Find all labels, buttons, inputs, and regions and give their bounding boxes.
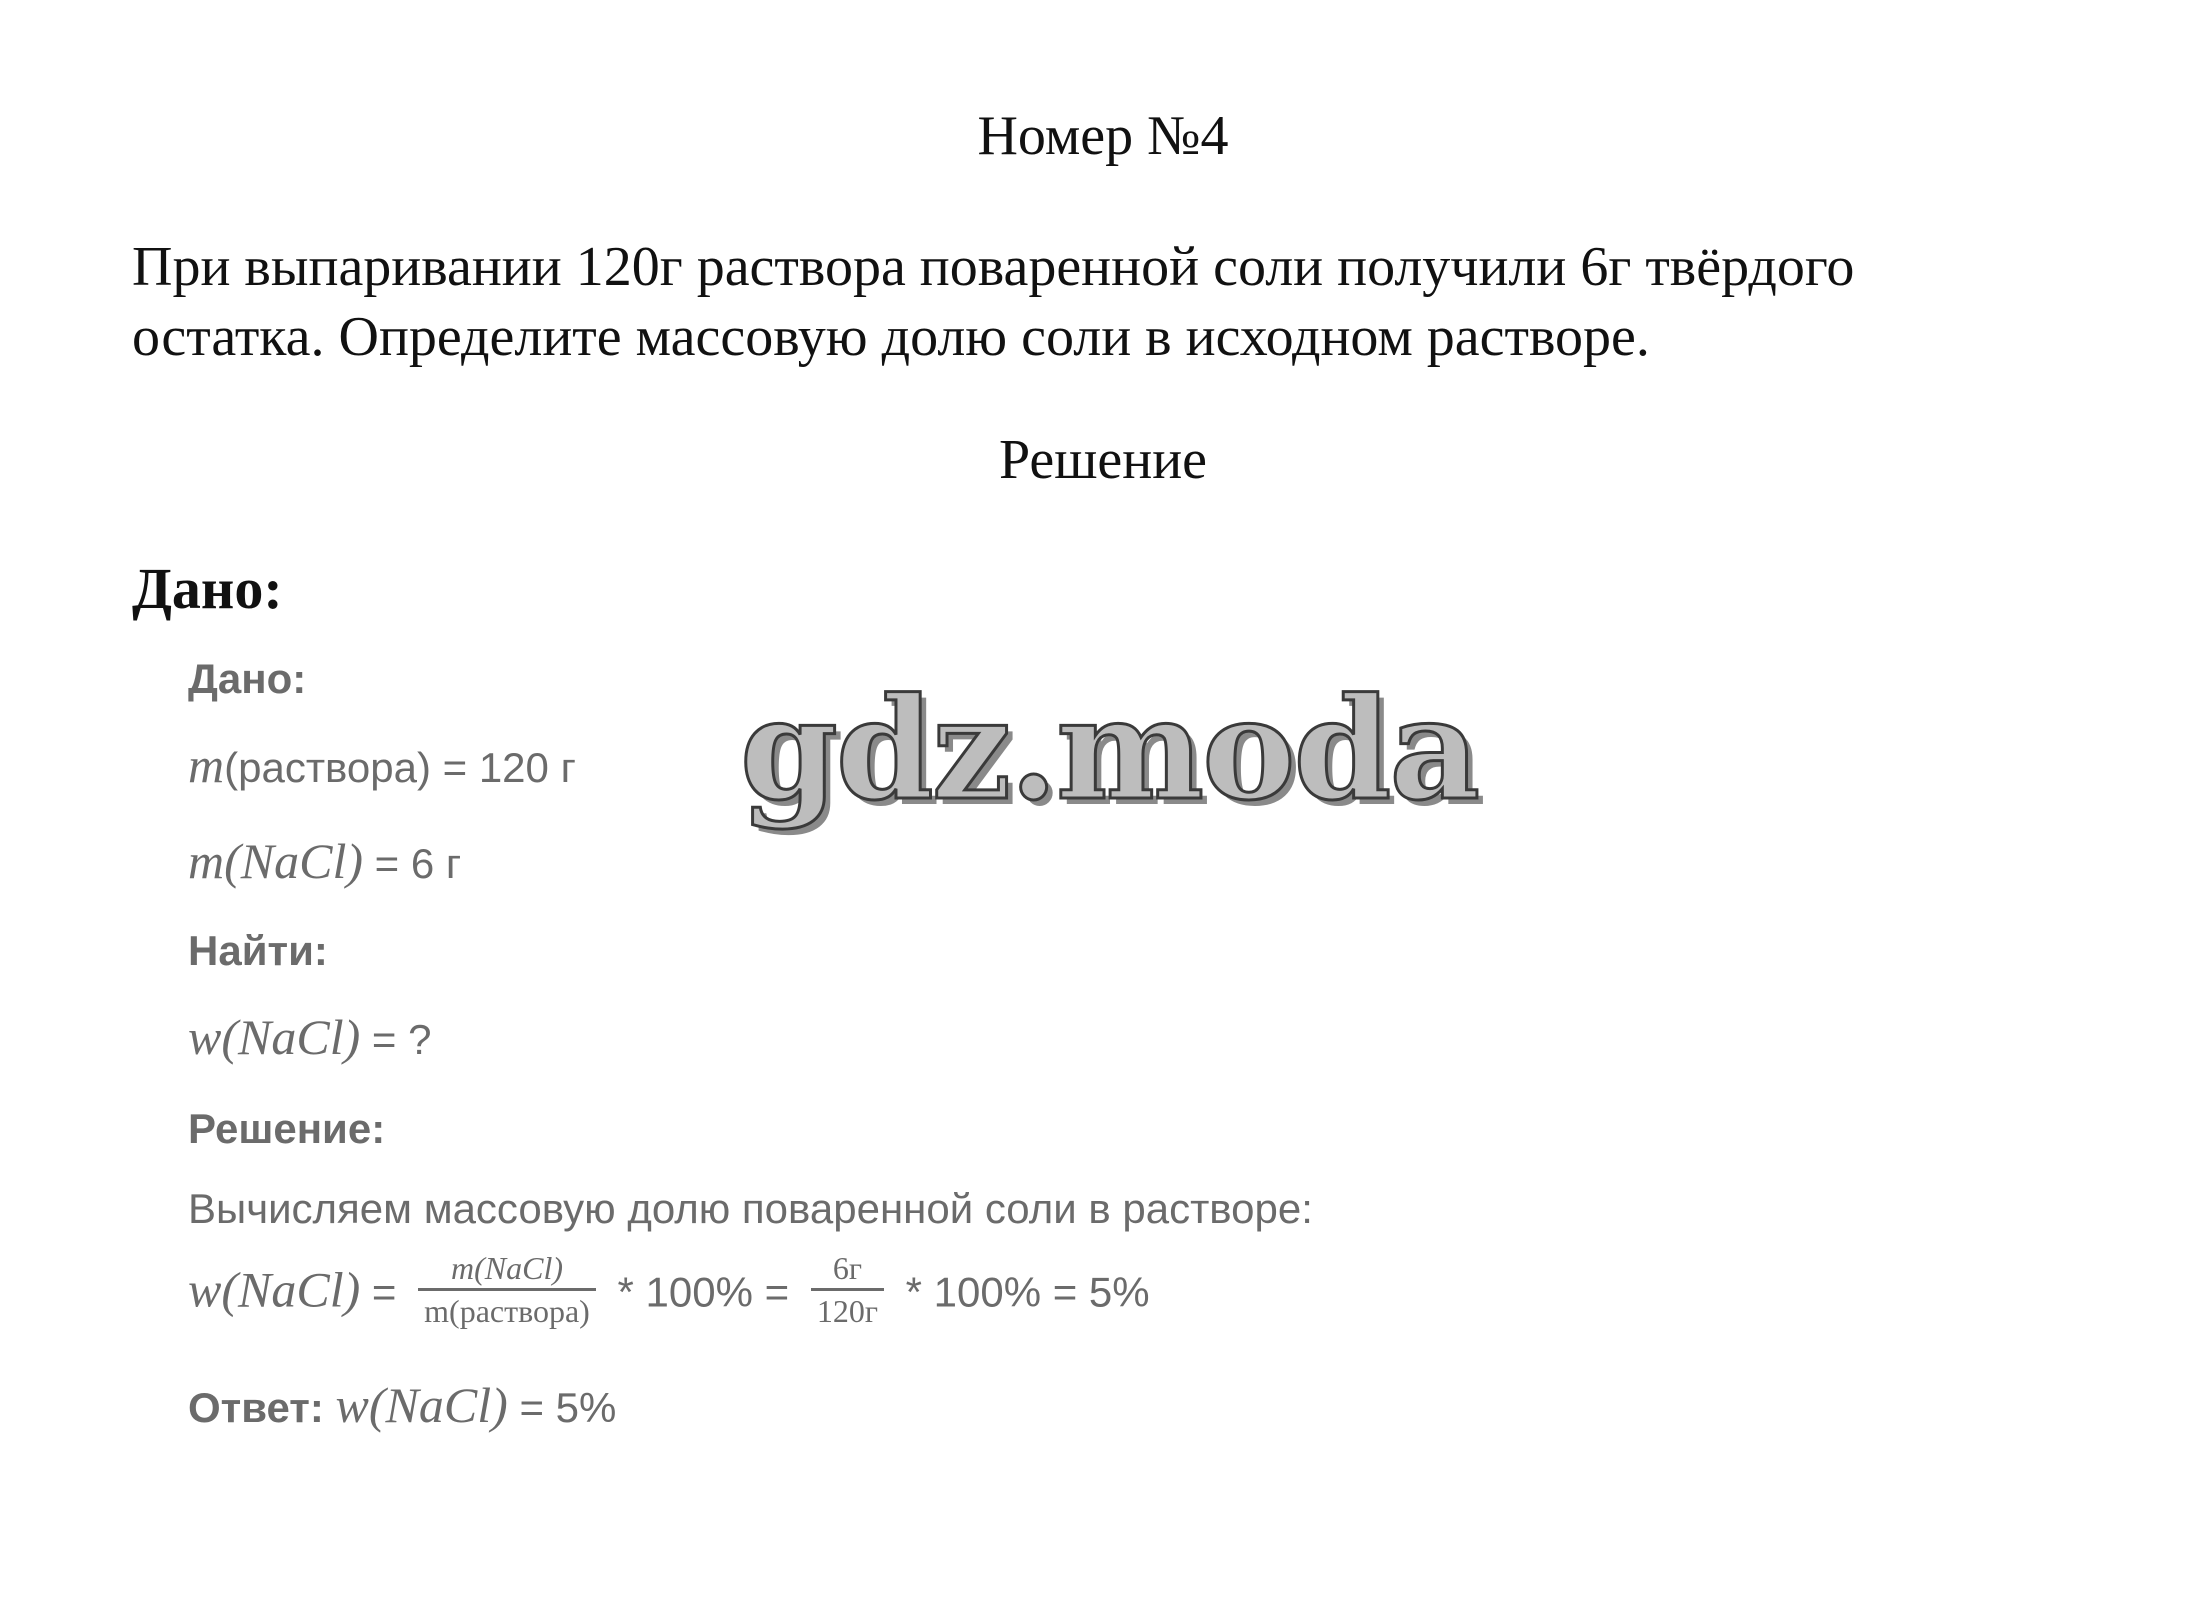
fraction-value-numerator: 6г bbox=[811, 1248, 884, 1291]
mass-argument: (раствора) bbox=[224, 744, 431, 791]
problem-line-2: остатка. Определите массовую долю соли в исходном растворе. bbox=[132, 306, 1650, 368]
given-mass-salt bbox=[188, 833, 462, 889]
fraction-value-denominator: 120г bbox=[816, 1293, 878, 1329]
formula-multiply-1: * 100% = bbox=[617, 1268, 801, 1316]
problem-line-1: При выпаривании 120г раствора поваренной соли получили 6г твёрдого bbox=[132, 236, 1855, 298]
fraction-argument: (NaCl) bbox=[221, 1009, 361, 1065]
formula-lhs-symbol: w bbox=[188, 1261, 222, 1318]
fraction-mass-ratio bbox=[418, 1248, 596, 1331]
given-mass-solution bbox=[188, 737, 576, 793]
salt-mass-value: = 6 г bbox=[363, 840, 462, 887]
mass-symbol: m bbox=[188, 737, 225, 793]
formula-result: * 100% = 5% bbox=[905, 1268, 1150, 1316]
solution-heading: Решение bbox=[998, 429, 1208, 491]
calc-text: Вычисляем массовую долю поваренной соли в растворе: bbox=[188, 1185, 1313, 1232]
mass-value: = 120 г bbox=[430, 744, 576, 791]
formula-equals: = bbox=[360, 1268, 409, 1316]
answer-argument: (NaCl) bbox=[368, 1377, 508, 1433]
salt-argument: (NaCl) bbox=[224, 833, 364, 889]
answer-symbol: w bbox=[335, 1377, 369, 1433]
answer-value: = 5% bbox=[507, 1384, 617, 1431]
fraction-unknown: = ? bbox=[360, 1016, 432, 1063]
problem-statement bbox=[132, 232, 2092, 372]
given-heading: Дано: bbox=[132, 556, 283, 621]
given-label: Дано: bbox=[188, 655, 307, 702]
fraction-symbol: w bbox=[188, 1009, 222, 1065]
answer-label: Ответ: bbox=[188, 1384, 336, 1431]
watermark-logo: gdz.moda bbox=[740, 668, 1479, 832]
solution-label: Решение: bbox=[188, 1105, 386, 1152]
mass-symbol: m bbox=[188, 833, 225, 889]
answer-line bbox=[188, 1377, 617, 1433]
fraction-numerator: m(NaCl) bbox=[418, 1248, 596, 1291]
fraction-denominator: m(раствора) bbox=[424, 1293, 590, 1329]
fraction-values bbox=[811, 1248, 884, 1331]
formula-lhs-argument: (NaCl) bbox=[221, 1261, 361, 1318]
formula bbox=[188, 1250, 1150, 1337]
find-label: Найти: bbox=[188, 927, 328, 974]
find-fraction bbox=[188, 1009, 432, 1065]
page-title: Номер №4 bbox=[977, 105, 1229, 167]
